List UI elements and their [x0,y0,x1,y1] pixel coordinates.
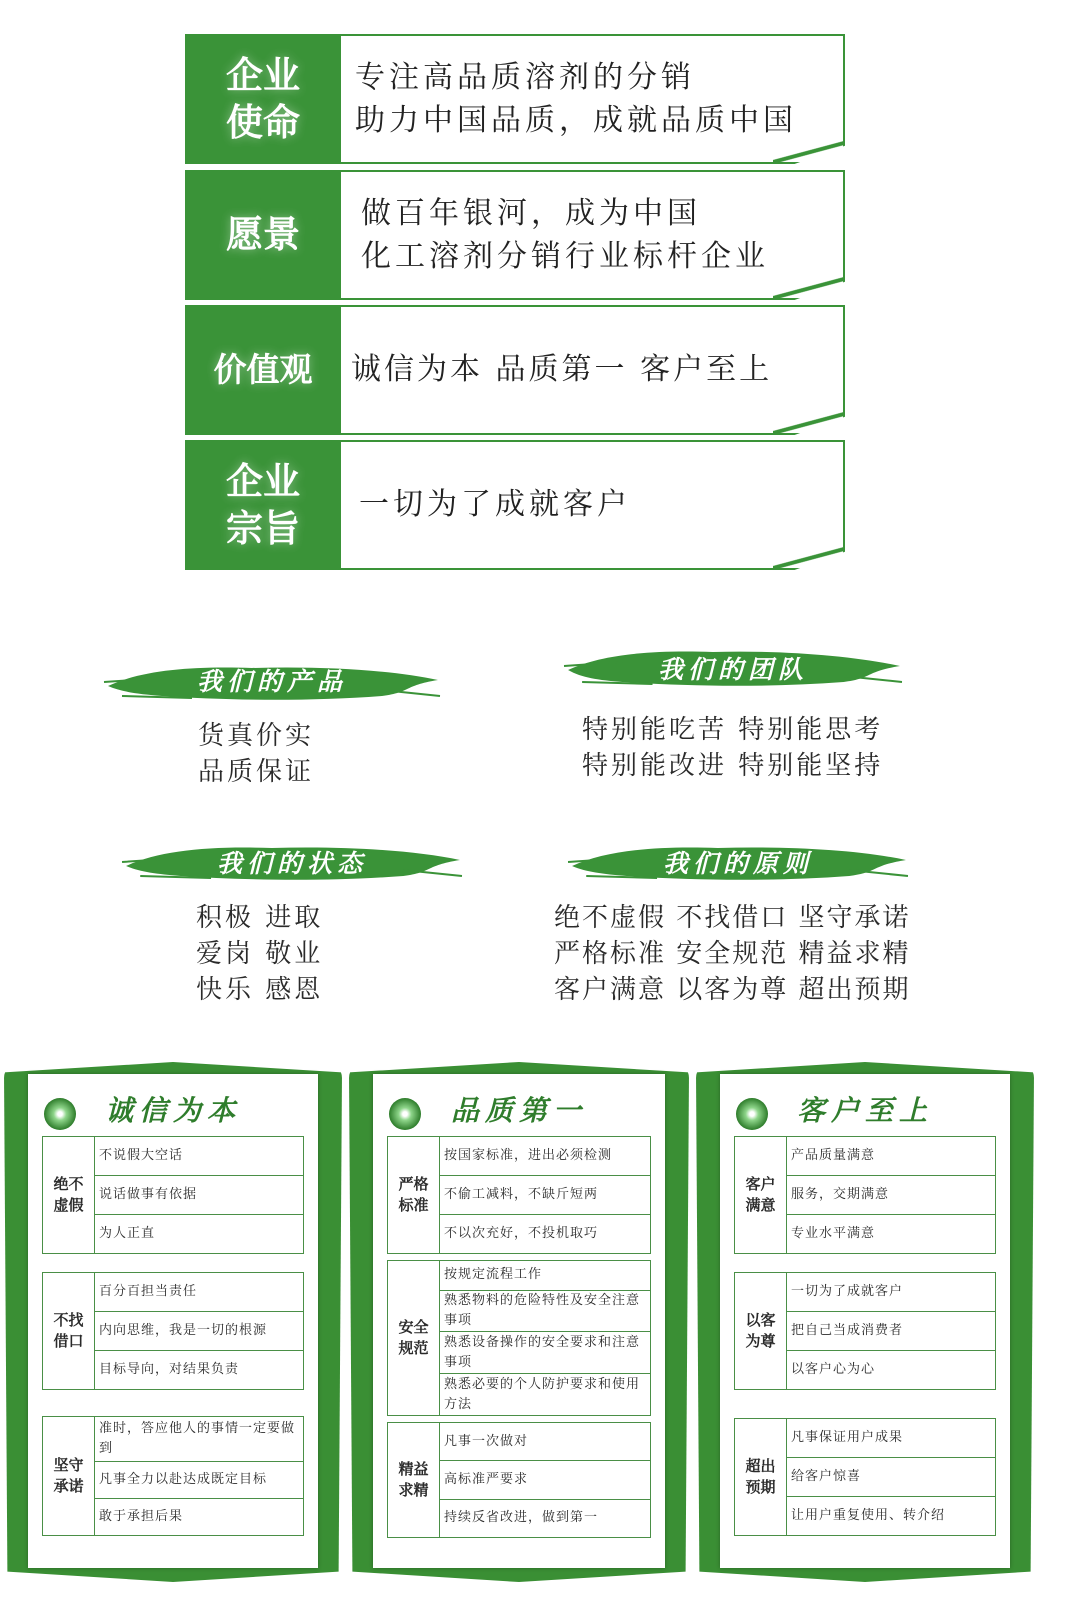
integrity-title: 诚信为本 [104,1094,241,1127]
group-item: 服务，交期满意 [787,1176,995,1215]
group-item: 一切为了成就客户 [787,1273,995,1312]
group-item: 按国家标准，进出必须检测 [440,1137,650,1176]
vision-label: 愿景 [226,212,300,257]
customer-group-3 [734,1418,996,1536]
vision-line-1: 做百年银河，成为中国 [361,195,701,231]
group-label: 不找 借口 [53,1311,84,1350]
group-item: 凡事全力以赴达成既定目标 [95,1462,303,1499]
group-item: 目标导向，对结果负责 [99,1362,240,1377]
mission-text [355,34,835,164]
mission-row [185,34,845,164]
group-label: 精益 求精 [398,1460,429,1499]
customer-group-2 [734,1272,996,1390]
integrity-board [4,1062,342,1582]
group-item: 准时，答应他人的事情一定要做到 [95,1417,303,1462]
customer-group-1 [734,1136,996,1254]
group-item: 内向思维，我是一切的根源 [95,1312,303,1351]
values-label: 价值观 [213,349,313,389]
group-item: 按规定流程工作 [440,1261,650,1291]
principles-line: 绝不虚假 不找借口 坚守承诺 [554,903,911,933]
customer-title: 客户至上 [796,1094,933,1127]
products-heading [102,656,442,704]
principles-heading [566,838,910,886]
group-item: 产品质量满意 [787,1137,995,1176]
purpose-line-1: 一切为了成就客户 [359,487,631,523]
status-text [196,900,323,1008]
group-label: 严格 标准 [398,1175,429,1214]
values-row [185,305,845,435]
group-item: 凡事保证用户成果 [787,1419,995,1458]
group-item: 以客户心为心 [791,1362,876,1377]
group-label: 安全 规范 [398,1318,429,1357]
mission-label-block [185,34,341,164]
vision-line-2: 化工溶剂分销行业标杆企业 [361,239,769,274]
status-heading [120,838,464,886]
purpose-text [359,440,839,570]
purpose-label-block [185,440,341,570]
mission-line-2: 助力中国品质，成就品质中国 [355,103,797,138]
mission-label: 企业 使命 [226,52,300,144]
group-item: 百分百担当责任 [95,1273,303,1312]
group-item: 给客户惊喜 [787,1458,995,1497]
values-label-block [185,305,341,435]
products-text [198,718,314,790]
group-item: 不说假大空话 [95,1137,303,1176]
team-heading [562,644,904,692]
status-line: 积极 进取 [196,903,324,933]
group-item: 把自己当成消费者 [787,1312,995,1351]
group-item: 不以次充好，不投机取巧 [444,1226,599,1241]
group-item: 专业水平满意 [791,1226,876,1241]
group-item: 熟悉设备操作的安全要求和注意事项 [440,1332,650,1374]
group-item: 敢于承担后果 [99,1508,184,1524]
status-line: 快乐 感恩 [196,975,324,1005]
quality-group-2 [387,1260,651,1416]
group-label: 客户 满意 [745,1175,776,1214]
purpose-label: 企业 宗旨 [226,458,300,550]
team-text [582,712,883,784]
group-label: 坚守 承诺 [53,1456,84,1495]
group-item: 凡事一次做对 [440,1423,650,1461]
integrity-paper [28,1074,318,1568]
vision-row [185,170,845,300]
products-line: 品质保证 [198,757,315,787]
quality-board [349,1062,689,1582]
quality-paper [373,1074,665,1568]
integrity-group-1 [42,1136,304,1254]
customer-paper [720,1074,1010,1568]
integrity-group-3 [42,1416,304,1536]
quality-title: 品质第一 [450,1094,587,1127]
team-line: 特别能改进 特别能坚持 [582,751,884,781]
status-line: 爱岗 敬业 [196,939,324,969]
principles-line: 客户满意 以客为尊 超出预期 [554,975,911,1005]
group-item: 高标准严要求 [440,1461,650,1499]
values-text [351,305,831,435]
vision-label-block [185,170,341,300]
principles-line: 严格标准 安全规范 精益求精 [554,939,911,969]
group-item: 不偷工减料，不缺斤短两 [440,1176,650,1215]
group-label: 超出 预期 [745,1457,776,1496]
group-item: 熟悉必要的个人防护要求和使用方法 [444,1376,641,1412]
team-title: 我们的团队 [657,655,808,684]
group-item: 说话做事有依据 [95,1176,303,1215]
products-title: 我们的产品 [196,667,347,696]
quality-group-3 [387,1422,651,1538]
mission-line-1: 专注高品质溶剂的分销 [355,59,695,95]
customer-board [696,1062,1034,1582]
quality-group-1 [387,1136,651,1254]
integrity-group-2 [42,1272,304,1390]
group-label: 以客 为尊 [745,1311,776,1350]
group-item: 为人正直 [99,1226,156,1241]
purpose-row [185,440,845,570]
principles-text [554,900,911,1008]
status-title: 我们的状态 [216,849,367,878]
products-line: 货真价实 [198,721,315,751]
vision-text [361,170,841,300]
principles-title: 我们的原则 [662,849,813,878]
values-line-1: 诚信为本 品质第一 客户至上 [351,352,773,388]
group-label: 绝不 虚假 [53,1175,84,1214]
group-item: 让用户重复使用、转介绍 [791,1508,946,1523]
group-item: 熟悉物料的危险特性及安全注意事项 [440,1291,650,1333]
group-item: 持续反省改进，做到第一 [444,1510,599,1526]
team-line: 特别能吃苦 特别能思考 [582,715,884,745]
